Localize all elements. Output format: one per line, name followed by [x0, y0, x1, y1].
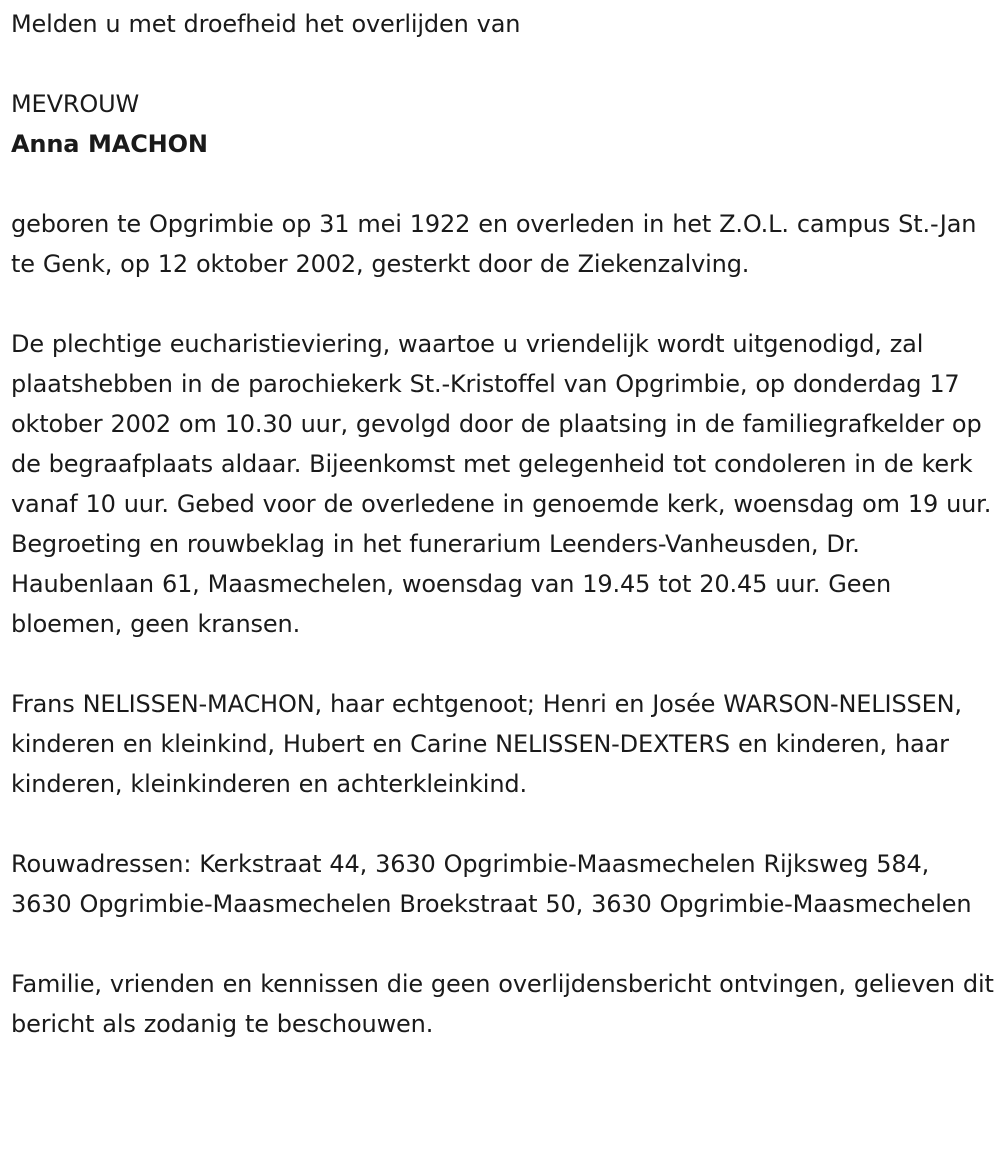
intro-line: Melden u met droefheid het overlijden van — [11, 10, 521, 38]
deceased-name: Anna MACHON — [11, 130, 208, 158]
ceremony-paragraph: De plechtige eucharistieviering, waartoe u vriendelijk wordt uitgenodigd, zal plaatshebben in de parochiekerk St.-Kristoffel van Opgrimbie, op donderdag 17 oktober 2002 om 10.30 uur, gevolgd door de plaatsing in de familiegrafkelder op de begraafplaats aldaar. Bijeenkomst met gelegenheid tot condoleren in de kerk vanaf 10 uur. Gebed voor de overledene in genoemde kerk, woensdag om 19 uur. Begroeting en rouwbeklag in het funerarium Leenders-Vanheusden, Dr. Haubenlaan 61, Maasmechelen, woensdag van 19.45 tot 20.45 uur. Geen bloemen, geen kransen. — [11, 330, 992, 638]
honorific-title: MEVROUW — [11, 90, 140, 118]
birth-death-paragraph: geboren te Opgrimbie op 31 mei 1922 en overleden in het Z.O.L. campus St.-Jan te Genk, op 12 oktober 2002, gesterkt door de Ziekenzalving. — [11, 210, 977, 278]
addresses-paragraph: Rouwadressen: Kerkstraat 44, 3630 Opgrimbie-Maasmechelen Rijksweg 584, 3630 Opgrimbie-Maasmechelen Broekstraat 50, 3630 Opgrimbie-Maasmechelen — [11, 850, 972, 918]
family-paragraph: Frans NELISSEN-MACHON, haar echtgenoot; Henri en Josée WARSON-NELISSEN, kinderen en kleinkind, Hubert en Carine NELISSEN-DEXTERS en kinderen, haar kinderen, kleinkinderen en achterkleinkind. — [11, 690, 962, 798]
obituary-notice — [11, 4, 996, 1044]
closing-paragraph: Familie, vrienden en kennissen die geen overlijdensbericht ontvingen, gelieven dit bericht als zodanig te beschouwen. — [11, 970, 994, 1038]
